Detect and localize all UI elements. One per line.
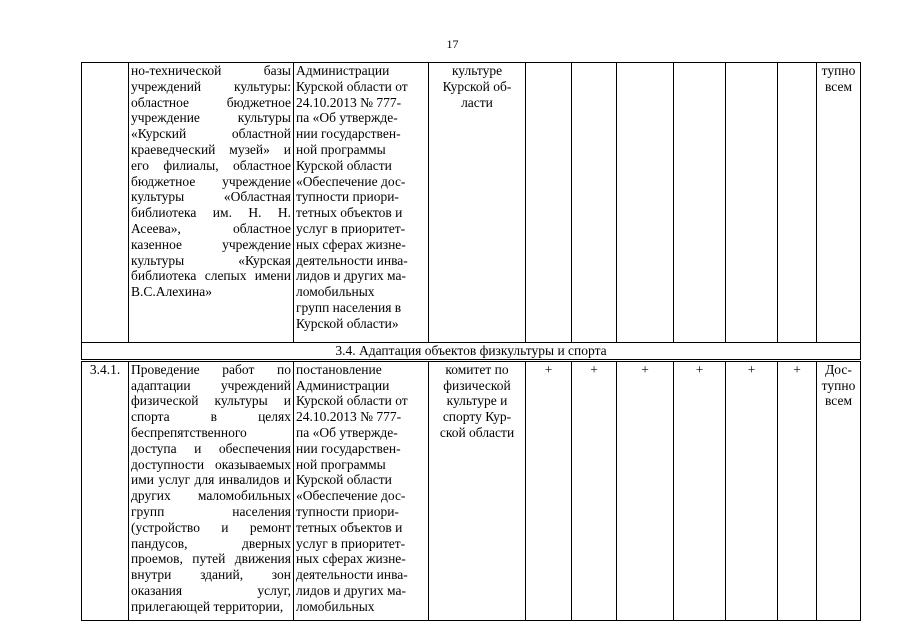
year-mark: [778, 63, 817, 343]
legal-basis: постановление Администрации Курской области от 24.10.2013 № 777- па «Об утвержде- нии государствен- ной программы Курской области «Обеспечение дос- тупности приори- тетных объектов и услуг в приоритет- ных сферах жизне- деятельности инва- лидов и других ма- ломобильных: [294, 360, 429, 620]
section-title: 3.4. Адаптация объектов физкультуры и спорта: [82, 343, 861, 361]
measures-table: [81, 62, 861, 621]
section-row: [82, 343, 861, 361]
measure-name: но-технической базы учреждений культуры: областное бюджетное учреждение культуры «Курский областной краеведческий музей» и его филиалы, областное бюджетное учреждение культуры «Областная библиотека им. Н. Н. Асеева», областное казенное учреждение культуры «Курская библиотека слепых имени В.С.Алехина»: [129, 63, 294, 343]
year-mark: +: [526, 360, 572, 620]
accessibility: Дос- тупно всем: [817, 360, 861, 620]
year-mark: [617, 63, 674, 343]
page-number: 17: [446, 37, 459, 51]
row-number: [82, 63, 129, 343]
executor: культуре Курской об- ласти: [429, 63, 526, 343]
year-mark: +: [617, 360, 674, 620]
accessibility: тупно всем: [817, 63, 861, 343]
table-row: [82, 63, 861, 343]
executor: комитет по физической культуре и спорту Кур- ской области: [429, 360, 526, 620]
year-mark: +: [572, 360, 617, 620]
legal-basis: Администрации Курской области от 24.10.2013 № 777- па «Об утвержде- нии государствен- ной программы Курской области «Обеспечение дос- тупности приори- тетных объектов и услуг в приоритет- ных сферах жизне- деятельности инва- лидов и других ма- ломобильных групп населения в Курской области»: [294, 63, 429, 343]
row-number: 3.4.1.: [82, 360, 129, 620]
year-mark: +: [778, 360, 817, 620]
table-row: [82, 360, 861, 620]
year-mark: [526, 63, 572, 343]
year-mark: [674, 63, 726, 343]
measure-name: Проведение работ по адаптации учреждений физической культуры и спорта в целях беспрепятственного доступа и обеспечения доступности оказываемых ими услуг для инвалидов и других маломобильных групп населения (устройство и ремонт пандусов, дверных проемов, путей движения внутри зданий, зон оказания услуг, прилегающей территории,: [129, 360, 294, 620]
year-mark: [572, 63, 617, 343]
year-mark: +: [726, 360, 778, 620]
year-mark: +: [674, 360, 726, 620]
year-mark: [726, 63, 778, 343]
